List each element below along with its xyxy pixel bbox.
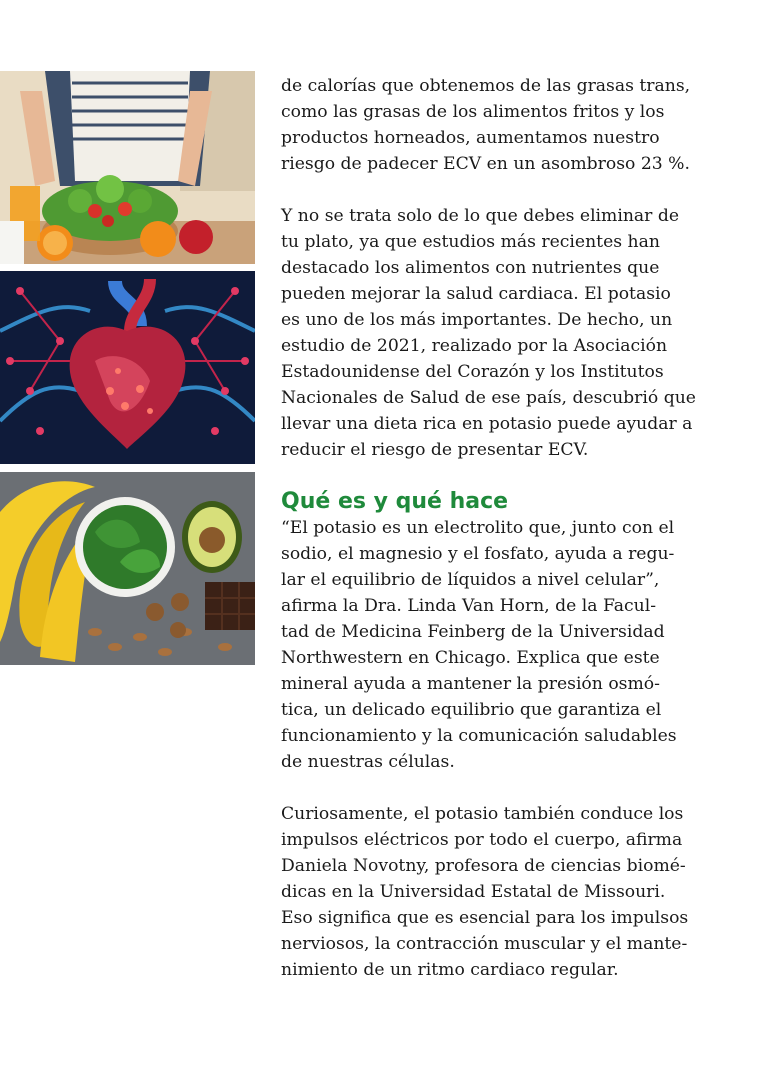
text-line: llevar una dieta rica en potasio puede ayudar a <box>281 414 693 434</box>
text-line: tu plato, ya que estudios más recientes han <box>281 232 660 252</box>
text-line: como las grasas de los alimentos fritos y los <box>281 102 665 122</box>
paragraph-electrolyte-quote <box>281 515 726 775</box>
text-line: Y no se trata solo de lo que debes eliminar de <box>281 206 680 226</box>
paragraph-trans-fats <box>281 73 726 177</box>
text-line: reducir el riesgo de presentar ECV. <box>281 440 589 460</box>
text-line: Nacionales de Salud de ese país, descubrió que <box>281 388 696 408</box>
paragraph-electrical-impulses <box>281 801 726 983</box>
text-line: Eso significa que es esencial para los impulsos <box>281 908 689 928</box>
text-line: estudio de 2021, realizado por la Asociación <box>281 336 668 356</box>
text-line: destacado los alimentos con nutrientes que <box>281 258 660 278</box>
text-line: Curiosamente, el potasio también conduce los <box>281 804 684 824</box>
text-line: Northwestern en Chicago. Explica que este <box>281 648 660 668</box>
salad-photo <box>0 71 255 264</box>
text-line: afirma la Dra. Linda Van Horn, de la Facul- <box>281 596 657 616</box>
text-line: nerviosos, la contracción muscular y el mante- <box>281 934 688 954</box>
text-line: es uno de los más importantes. De hecho, un <box>281 310 673 330</box>
text-line: mineral ayuda a mantener la presión osmó- <box>281 674 660 694</box>
text-line: sodio, el magnesio y el fosfato, ayuda a regu- <box>281 544 675 564</box>
article-body <box>281 73 726 983</box>
text-line: tad de Medicina Feinberg de la Universidad <box>281 622 665 642</box>
text-line: impulsos eléctricos por todo el cuerpo, afirma <box>281 830 683 850</box>
text-line: Daniela Novotny, profesora de ciencias biomé- <box>281 856 686 876</box>
text-line: productos horneados, aumentamos nuestro <box>281 128 660 148</box>
text-line: “El potasio es un electrolito que, junto con el <box>281 518 675 538</box>
text-line: lar el equilibrio de líquidos a nivel celular”, <box>281 570 660 590</box>
text-line: dicas en la Universidad Estatal de Missouri. <box>281 882 666 902</box>
text-line: tica, un delicado equilibrio que garantiza el <box>281 700 662 720</box>
text-line: Estadounidense del Corazón y los Institutos <box>281 362 664 382</box>
text-line: riesgo de padecer ECV en un asombroso 23 %. <box>281 154 690 174</box>
potassium-foods-photo <box>0 472 255 665</box>
text-line: funcionamiento y la comunicación saludables <box>281 726 677 746</box>
heart-illustration <box>0 271 255 464</box>
text-line: pueden mejorar la salud cardiaca. El potasio <box>281 284 671 304</box>
text-line: nimiento de un ritmo cardiaco regular. <box>281 960 619 980</box>
text-line: de calorías que obtenemos de las grasas trans, <box>281 76 691 96</box>
section-heading: Qué es y qué hace <box>281 489 509 514</box>
paragraph-potassium-study <box>281 203 726 463</box>
text-line: de nuestras células. <box>281 752 455 772</box>
